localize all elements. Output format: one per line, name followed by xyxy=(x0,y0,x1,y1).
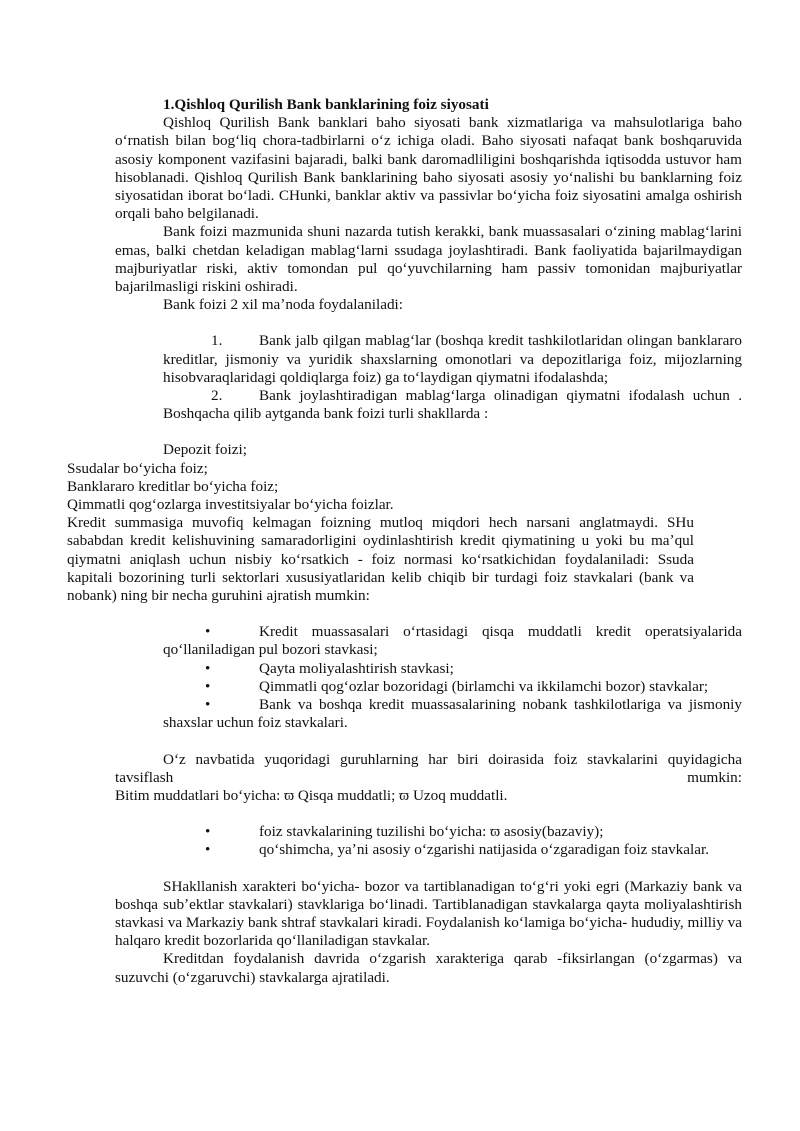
word-tavsiflash: tavsiflash xyxy=(115,768,174,786)
paragraph-interest-rate-norm: Kredit summasiga muvofiq kelmagan foizning mutloq miqdori hech narsani anglatmaydi. SHu sababdan kredit kelishuvining samaradorligini oydinlashtirish kredit qiymatining u yoki bu maʼqul qiymatni aniqlash uchun nisbiy koʻrsatkich - foiz normasi koʻrsatkichidan foydalaniladi: Ssuda kapitali bozorining turli sektorlari xususiyatlaridan kelib chiqib bir turdagi foiz stavkalari (bank va nobank) ning bir necha guruhini ajratish mumkin: xyxy=(67,514,694,605)
paragraph-term-classification: Bitim muddatlari boʻyicha: ϖ Qisqa muddatli; ϖ Uzoq muddatli. xyxy=(115,786,508,804)
numbered-item xyxy=(115,332,742,387)
classification-line xyxy=(115,769,742,787)
bullet-mark: • xyxy=(205,823,211,841)
list-item-text: Bank va boshqa kredit muassasalarining nobank tashkilotlariga va jismoniy shaxslar uchun foiz stavkalari. xyxy=(163,696,742,732)
paragraph-classification-intro: Oʻz navbatida yuqoridagi guruhlarning har biri doirasida foiz stavkalarini quyidagicha xyxy=(163,750,742,768)
document-page xyxy=(67,96,742,987)
forms-list xyxy=(67,460,742,606)
list-item xyxy=(115,696,742,732)
list-item xyxy=(115,678,742,696)
item-number: 1. xyxy=(211,332,223,350)
spacer xyxy=(115,314,742,332)
form-item: Banklararo kreditlar boʻyicha foiz; xyxy=(67,477,279,495)
list-item-text: Kredit muassasalari oʻrtasidagi qisqa muddatli kredit operatsiyalarida qoʻllaniladigan pul bozori stavkasi; xyxy=(163,623,742,659)
structure-list xyxy=(115,823,742,859)
bullet-mark: • xyxy=(205,677,211,695)
paragraph-fixed-floating: Kreditdan foydalanish davrida oʻzgarish xarakteriga qarab -fiksirlangan (oʻzgarmas) va suzuvchi (oʻzgaruvchi) stavkalarga ajratiladi. xyxy=(115,950,742,986)
list-item xyxy=(115,823,742,841)
item-number: 2. xyxy=(211,387,223,405)
numbered-item xyxy=(115,387,742,423)
section-heading: 1.Qishloq Qurilish Bank banklarining foiz siyosati xyxy=(163,96,489,113)
list-item xyxy=(115,660,742,678)
bullet-mark: • xyxy=(205,659,211,677)
spacer xyxy=(115,860,742,878)
paragraph-two-meanings: Bank foizi 2 xil maʼnoda foydalaniladi: xyxy=(163,296,403,314)
bullet-mark: • xyxy=(205,841,211,859)
bullet-mark: • xyxy=(205,696,211,714)
word-mumkin: mumkin: xyxy=(687,768,742,786)
paragraph-price-policy: Qishloq Qurilish Bank banklari baho siyosati bank xizmatlariga va mahsulotlariga baho oʻrnatish bilan bogʻliq chora-tadbirlarni oʻz ichiga oladi. Baho siyosati nafaqat bank boshqaruvida asosiy komponent vazifasini bajaradi, balki bank daromadliligini boshqarishda iqtisodda ustuvor ham hisoblanadi. Qishloq Qurilish Bank banklarining baho siyosati asosiy yoʻnalishi bu banklarning foiz siyosatidan iborat boʻladi. CHunki, banklar aktiv va passivlar boʻyicha foiz siyosatini amalga oshirish orqali baho belgilanadi. xyxy=(115,114,742,223)
item-text: Bank jalb qilgan mablagʻlar (boshqa kredit tashkilotlaridan olingan banklararo kreditlar, jismoniy va yuridik shaxslarning omonotlari va depozitlariga foiz, mijozlarning hisobvaraqlaridagi qoldiqlarga foiz) ga toʻlaydigan qiymatni ifodalashda; xyxy=(163,332,742,386)
paragraph-formation-character: SHakllanish xarakteri boʻyicha- bozor va tartiblanadigan toʻgʻri yoki egri (Markaziy bank va boshqa subʼektlar stavkalari) stavklariga boʻlinadi. Tartiblanadigan stavkalarga qayta moliyalashtirish stavkasi va Markaziy bank shtraf stavkalari kiradi. Foydalanish koʻlamiga boʻyicha- hududiy, milliy va halqaro kredit bozorlarida qoʻllaniladigan stavkalar. xyxy=(115,877,742,950)
form-item: Qimmatli qogʻozlarga investitsiyalar boʻyicha foizlar. xyxy=(67,496,394,514)
list-item xyxy=(115,841,742,859)
list-item xyxy=(115,623,742,659)
paragraph-bank-interest-content: Bank foizi mazmunida shuni nazarda tutish kerakki, bank muassasalari oʻzining mablagʻlarini emas, balki chetdan keladigan mablagʻlarni ssudaga joylashtiradi. Bank faoliyatida bajarilmaydigan majburiyatlar riski, aktiv tomondan pul qoʻyuvchilarning ham passiv tomonidan majburiyatlar bajarilmasligi riskini oshiradi. xyxy=(115,223,742,296)
list-item-text: foiz stavkalarining tuzilishi boʻyicha: ϖ asosiy(bazaviy); xyxy=(259,823,604,841)
item-text: Bank joylashtiradigan mablagʻlarga olinadigan qiymatni ifodalash uchun . Boshqacha qilib aytganda bank foizi turli shakllarda : xyxy=(163,387,742,423)
spacer xyxy=(115,733,742,751)
list-item-text: Qimmatli qogʻozlar bozoridagi (birlamchi va ikkilamchi bozor) stavkalar; xyxy=(259,677,709,695)
list-item-text: Qayta moliyalashtirish stavkasi; xyxy=(259,659,454,677)
rate-groups-list xyxy=(115,623,742,732)
spacer xyxy=(115,805,742,823)
spacer xyxy=(115,605,742,623)
bullet-mark: • xyxy=(205,623,211,641)
form-item: Ssudalar boʻyicha foiz; xyxy=(67,459,208,477)
spacer xyxy=(115,423,742,441)
form-item: Depozit foizi; xyxy=(163,441,247,459)
list-item-text: qoʻshimcha, yaʼni asosiy oʻzgarishi natijasida oʻzgaradigan foiz stavkalar. xyxy=(259,841,709,859)
